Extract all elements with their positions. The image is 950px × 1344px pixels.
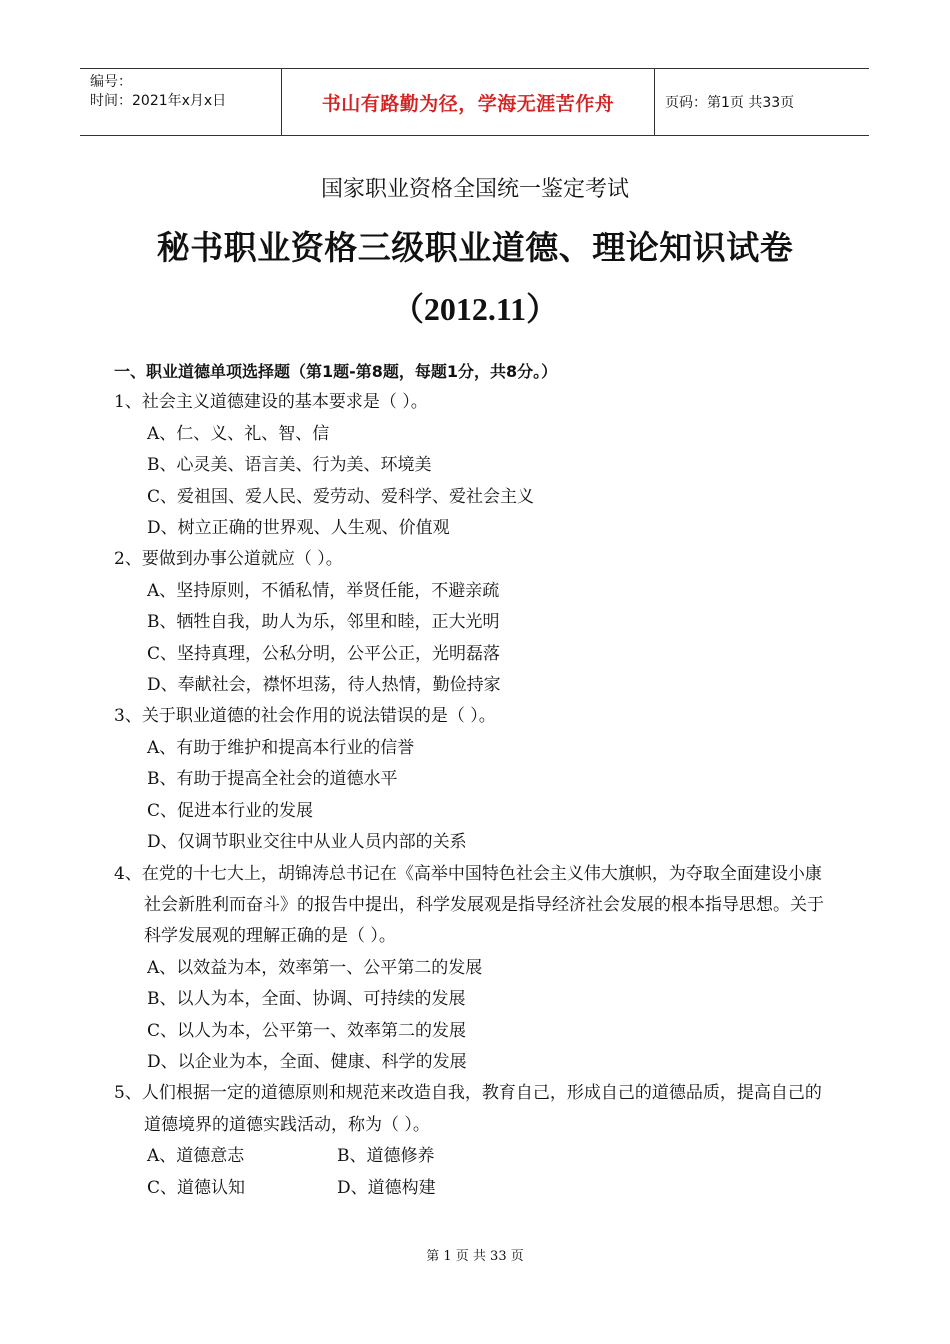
header-motto: 书山有路勤为径，学海无涯苦作舟 bbox=[281, 69, 655, 135]
time-label: 时间：2021年x月x日 bbox=[90, 93, 227, 109]
option-a: A、道德意志 bbox=[147, 1146, 245, 1167]
option-row bbox=[114, 1141, 838, 1172]
option-a: A、坚持原则，不循私情，举贤任能，不避亲疏 bbox=[147, 580, 500, 601]
question-3 bbox=[114, 701, 838, 858]
option-b: B、以人为本，全面、协调、可持续的发展 bbox=[147, 989, 466, 1010]
document-header bbox=[80, 68, 869, 136]
option-b: B、道德修养 bbox=[337, 1146, 435, 1167]
option-c: C、爱祖国、爱人民、爱劳动、爱科学、爱社会主义 bbox=[147, 486, 535, 507]
option-b: B、有助于提高全社会的道德水平 bbox=[147, 769, 398, 790]
option-d: D、奉献社会，襟怀坦荡，待人热情，勤俭持家 bbox=[147, 675, 501, 696]
section-heading: 一、职业道德单项选择题（第1题-第8题，每题1分，共8分。） bbox=[114, 362, 558, 381]
option-b: B、心灵美、语言美、行为美、环境美 bbox=[147, 455, 432, 476]
header-info-cell bbox=[80, 69, 281, 135]
exam-date: （2012.11） bbox=[391, 291, 559, 327]
option-c: C、道德认知 bbox=[147, 1177, 246, 1198]
question-5 bbox=[114, 1078, 838, 1204]
exam-title: 秘书职业资格三级职业道德、理论知识试卷 bbox=[156, 228, 794, 267]
option-d: D、树立正确的世界观、人生观、价值观 bbox=[147, 518, 450, 539]
option-c: C、以人为本，公平第一、效率第二的发展 bbox=[147, 1020, 467, 1041]
option-d: D、仅调节职业交往中从业人员内部的关系 bbox=[147, 832, 467, 853]
option-d: D、道德构建 bbox=[337, 1177, 436, 1198]
number-label: 编号： bbox=[90, 74, 132, 90]
question-text: 4、在党的十七大上，胡锦涛总书记在《高举中国特色社会主义伟大旗帜，为夺取全面建设小康社会新胜利而奋斗》的报告中提出，科学发展观是指导经济社会发展的根本指导思想。关于科学发展观的理解正确的是（ ）。 bbox=[114, 863, 824, 947]
option-a: A、以效益为本，效率第一、公平第二的发展 bbox=[147, 957, 483, 978]
option-c: C、坚持真理，公私分明，公平公正，光明磊落 bbox=[147, 643, 501, 664]
option-a: A、有助于维护和提高本行业的信誉 bbox=[147, 737, 415, 758]
header-page-info: 页码：第1页 共33页 bbox=[665, 95, 795, 111]
question-text: 5、人们根据一定的道德原则和规范来改造自我，教育自己，形成自己的道德品质，提高自己的道德境界的道德实践活动，称为（ ）。 bbox=[114, 1083, 822, 1135]
question-text: 2、要做到办事公道就应（ ）。 bbox=[114, 549, 343, 570]
question-text: 1、社会主义道德建设的基本要求是（ ）。 bbox=[114, 392, 428, 413]
question-1 bbox=[114, 387, 838, 544]
option-d: D、以企业为本，全面、健康、科学的发展 bbox=[147, 1051, 467, 1072]
option-c: C、促进本行业的发展 bbox=[147, 800, 314, 821]
page-footer: 第 1 页 共 33 页 bbox=[426, 1249, 524, 1264]
exam-content bbox=[114, 356, 838, 1204]
question-2 bbox=[114, 544, 838, 701]
question-text: 3、关于职业道德的社会作用的说法错误的是（ ）。 bbox=[114, 706, 496, 727]
option-b: B、牺牲自我，助人为乐，邻里和睦，正大光明 bbox=[147, 612, 500, 633]
option-row bbox=[114, 1173, 838, 1204]
question-4 bbox=[114, 859, 838, 1079]
option-a: A、仁、义、礼、智、信 bbox=[147, 423, 330, 444]
exam-subtitle: 国家职业资格全国统一鉴定考试 bbox=[320, 177, 629, 202]
